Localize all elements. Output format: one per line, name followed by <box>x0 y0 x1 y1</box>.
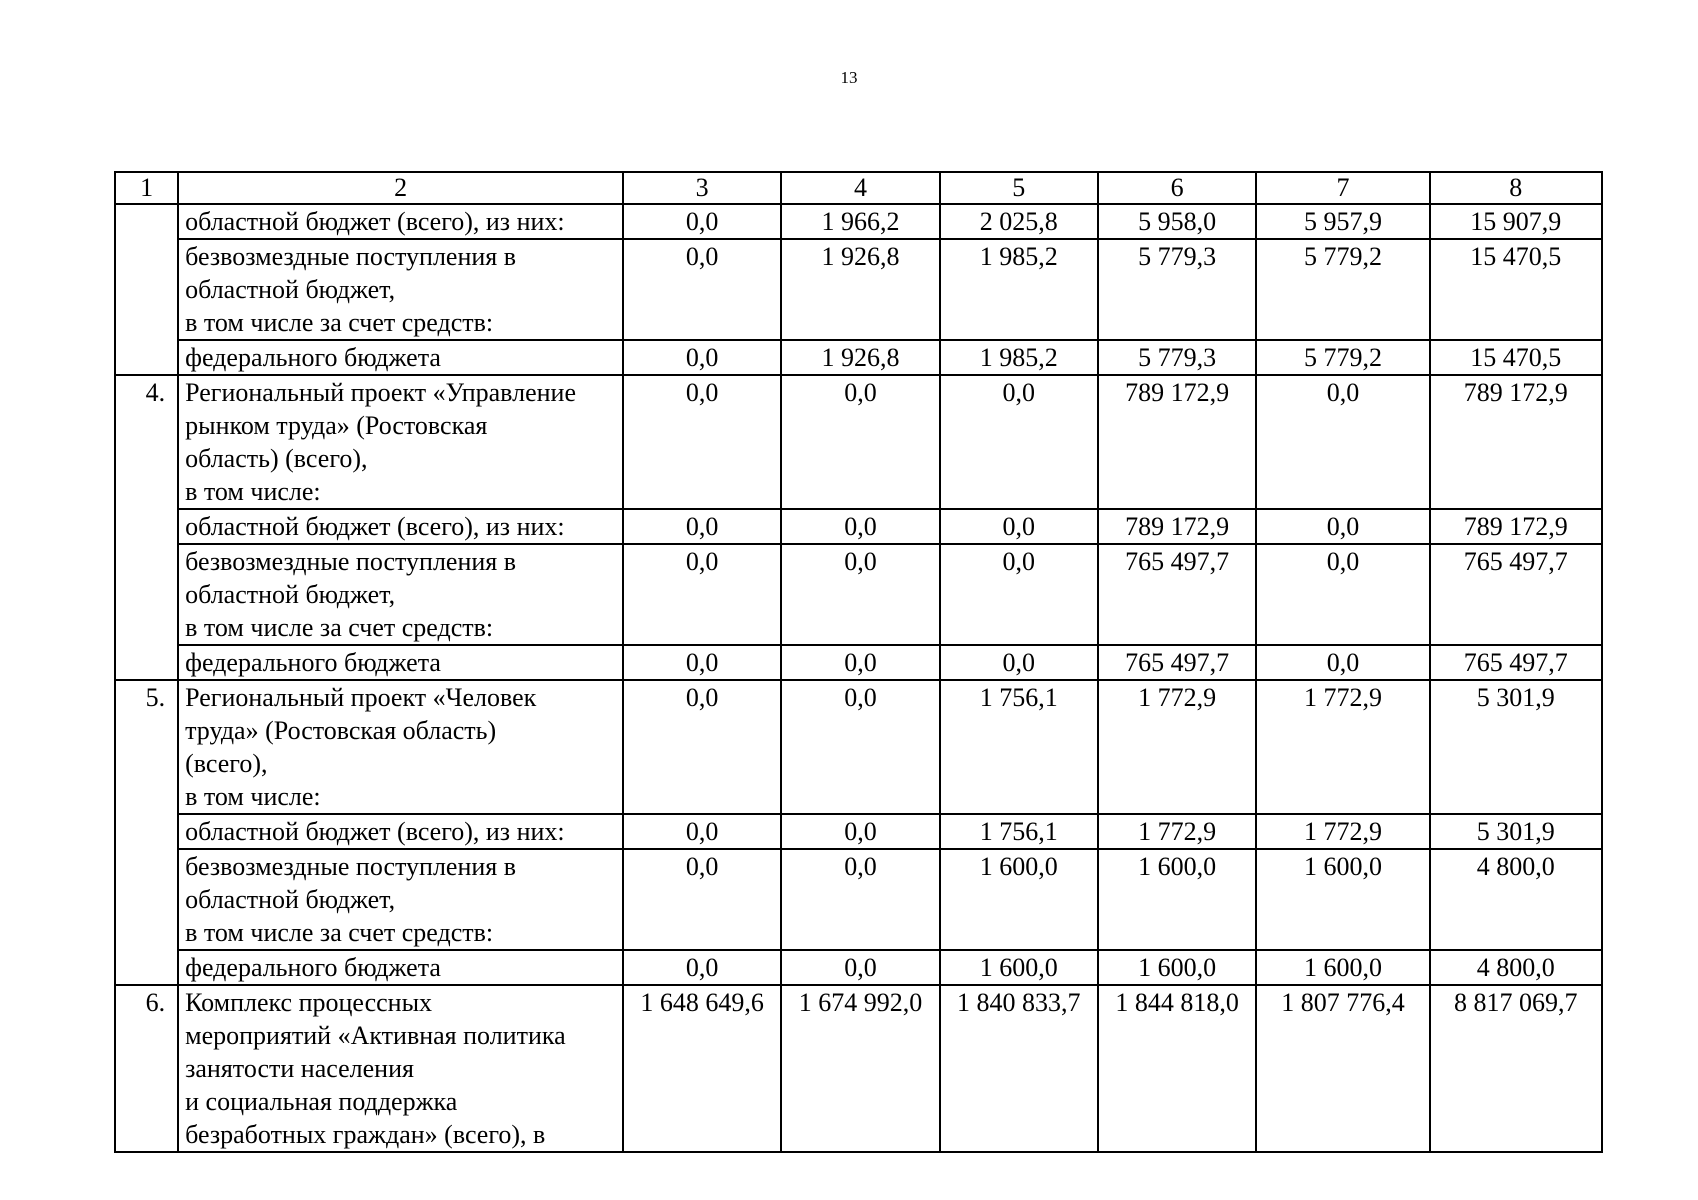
row-number: 4. <box>115 375 178 680</box>
value-cell: 0,0 <box>623 239 781 340</box>
value-cell: 0,0 <box>940 375 1098 509</box>
value-cell: 0,0 <box>623 544 781 645</box>
value-cell: 765 497,7 <box>1098 544 1256 645</box>
value-cell: 5 779,3 <box>1098 340 1256 375</box>
value-cell: 789 172,9 <box>1430 375 1602 509</box>
row-label: Региональный проект «Человек труда» (Ростовская область) (всего), в том числе: <box>178 680 623 814</box>
row-number: 6. <box>115 985 178 1152</box>
value-cell: 5 957,9 <box>1256 204 1429 239</box>
value-cell: 0,0 <box>940 544 1098 645</box>
table-row <box>115 375 1602 509</box>
value-cell: 5 779,2 <box>1256 239 1429 340</box>
value-cell: 1 674 992,0 <box>781 985 939 1152</box>
value-cell: 5 301,9 <box>1430 680 1602 814</box>
value-cell: 1 772,9 <box>1098 814 1256 849</box>
value-cell: 5 958,0 <box>1098 204 1256 239</box>
table-row <box>115 509 1602 544</box>
row-label: областной бюджет (всего), из них: <box>178 204 623 239</box>
value-cell: 1 648 649,6 <box>623 985 781 1152</box>
value-cell: 0,0 <box>1256 509 1429 544</box>
value-cell: 1 772,9 <box>1256 680 1429 814</box>
row-label: областной бюджет (всего), из них: <box>178 509 623 544</box>
value-cell: 1 966,2 <box>781 204 939 239</box>
value-cell: 4 800,0 <box>1430 849 1602 950</box>
value-cell: 0,0 <box>623 849 781 950</box>
value-cell: 1 756,1 <box>940 680 1098 814</box>
table-row <box>115 239 1602 340</box>
column-number: 4 <box>781 172 939 204</box>
table-row <box>115 340 1602 375</box>
value-cell: 15 470,5 <box>1430 239 1602 340</box>
column-number: 1 <box>115 172 178 204</box>
value-cell: 0,0 <box>623 680 781 814</box>
value-cell: 1 600,0 <box>940 849 1098 950</box>
table-row <box>115 680 1602 814</box>
value-cell: 0,0 <box>623 645 781 680</box>
row-label: безвозмездные поступления в областной бюджет, в том числе за счет средств: <box>178 544 623 645</box>
row-label: областной бюджет (всего), из них: <box>178 814 623 849</box>
value-cell: 1 772,9 <box>1098 680 1256 814</box>
value-cell: 0,0 <box>781 814 939 849</box>
value-cell: 0,0 <box>1256 375 1429 509</box>
value-cell: 1 926,8 <box>781 239 939 340</box>
value-cell: 0,0 <box>781 375 939 509</box>
row-label: Региональный проект «Управление рынком труда» (Ростовская область) (всего), в том числе: <box>178 375 623 509</box>
budget-table <box>114 171 1603 1153</box>
column-number: 5 <box>940 172 1098 204</box>
value-cell: 1 807 776,4 <box>1256 985 1429 1152</box>
value-cell: 0,0 <box>623 814 781 849</box>
value-cell: 0,0 <box>623 340 781 375</box>
value-cell: 1 600,0 <box>1098 950 1256 985</box>
value-cell: 1 772,9 <box>1256 814 1429 849</box>
value-cell: 1 600,0 <box>1256 849 1429 950</box>
value-cell: 5 301,9 <box>1430 814 1602 849</box>
value-cell: 1 840 833,7 <box>940 985 1098 1152</box>
table-row <box>115 814 1602 849</box>
value-cell: 15 470,5 <box>1430 340 1602 375</box>
value-cell: 765 497,7 <box>1430 645 1602 680</box>
value-cell: 789 172,9 <box>1098 509 1256 544</box>
value-cell: 789 172,9 <box>1430 509 1602 544</box>
table-row <box>115 204 1602 239</box>
value-cell: 15 907,9 <box>1430 204 1602 239</box>
value-cell: 1 844 818,0 <box>1098 985 1256 1152</box>
value-cell: 8 817 069,7 <box>1430 985 1602 1152</box>
value-cell: 1 600,0 <box>1256 950 1429 985</box>
column-number-row <box>115 172 1602 204</box>
value-cell: 1 600,0 <box>940 950 1098 985</box>
column-number: 2 <box>178 172 623 204</box>
row-number: 5. <box>115 680 178 985</box>
value-cell: 0,0 <box>781 645 939 680</box>
row-label: федерального бюджета <box>178 340 623 375</box>
table-row <box>115 849 1602 950</box>
value-cell: 0,0 <box>781 544 939 645</box>
value-cell: 0,0 <box>623 950 781 985</box>
page-number: 13 <box>840 68 858 87</box>
table-row <box>115 544 1602 645</box>
value-cell: 1 926,8 <box>781 340 939 375</box>
value-cell: 789 172,9 <box>1098 375 1256 509</box>
value-cell: 1 600,0 <box>1098 849 1256 950</box>
value-cell: 5 779,3 <box>1098 239 1256 340</box>
value-cell: 4 800,0 <box>1430 950 1602 985</box>
table-row <box>115 645 1602 680</box>
value-cell: 1 756,1 <box>940 814 1098 849</box>
column-number: 6 <box>1098 172 1256 204</box>
row-label: Комплекс процессных мероприятий «Активная политика занятости населения и социальная поддержка безработных граждан» (всего), в <box>178 985 623 1152</box>
column-number: 8 <box>1430 172 1602 204</box>
row-label: федерального бюджета <box>178 645 623 680</box>
value-cell: 765 497,7 <box>1430 544 1602 645</box>
value-cell: 0,0 <box>781 950 939 985</box>
value-cell: 0,0 <box>623 509 781 544</box>
value-cell: 0,0 <box>781 509 939 544</box>
value-cell: 5 779,2 <box>1256 340 1429 375</box>
value-cell: 765 497,7 <box>1098 645 1256 680</box>
column-number: 3 <box>623 172 781 204</box>
value-cell: 0,0 <box>1256 645 1429 680</box>
value-cell: 1 985,2 <box>940 340 1098 375</box>
value-cell: 0,0 <box>940 645 1098 680</box>
value-cell: 0,0 <box>781 680 939 814</box>
row-label: федерального бюджета <box>178 950 623 985</box>
table-row <box>115 985 1602 1152</box>
table-row <box>115 950 1602 985</box>
value-cell: 0,0 <box>623 204 781 239</box>
row-number <box>115 204 178 375</box>
value-cell: 0,0 <box>940 509 1098 544</box>
row-label: безвозмездные поступления в областной бюджет, в том числе за счет средств: <box>178 239 623 340</box>
column-number: 7 <box>1256 172 1429 204</box>
row-label: безвозмездные поступления в областной бюджет, в том числе за счет средств: <box>178 849 623 950</box>
value-cell: 0,0 <box>1256 544 1429 645</box>
value-cell: 0,0 <box>623 375 781 509</box>
value-cell: 1 985,2 <box>940 239 1098 340</box>
value-cell: 0,0 <box>781 849 939 950</box>
value-cell: 2 025,8 <box>940 204 1098 239</box>
